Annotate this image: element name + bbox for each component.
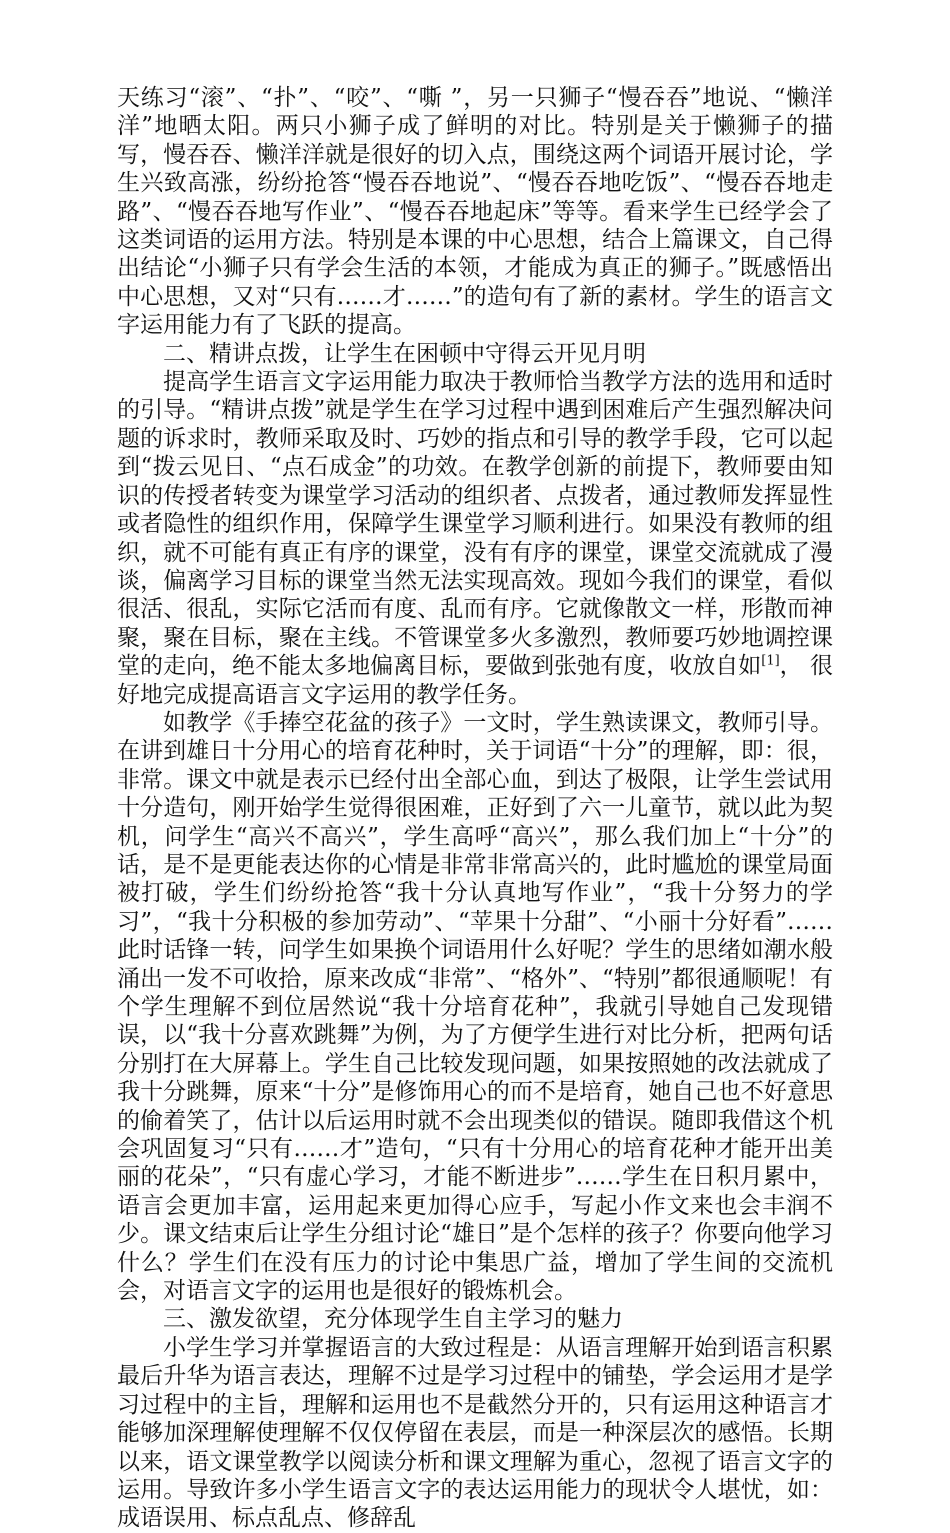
paragraph-text-tail: ， 很好地完成提高语言文字运用的教学任务。 (117, 653, 834, 708)
heading-text: 三、激发欲望，充分体现学生自主学习的魅力 (163, 1306, 623, 1333)
paragraph-lion-comparison (117, 84, 833, 340)
paragraph-text: 如教学《手捧空花盆的孩子》一文时，学生熟读课文，教师引导。在讲到雄日十分用心的培育花种时，关于词语“十分”的理解，即：很，非常。课文中就是表示已经付出全部心血，到达了极限，让学生尝试用十分造句，刚开始学生觉得很困难，正好到了六一儿童节，就以此为契机，问学生“高兴不高兴”，学生高呼“高兴”，那么我们加上“十分”的话，是不是更能表达你的心情是非常非常高兴的，此时尴尬的课堂局面被打破，学生们纷纷抢答“我十分认真地写作业”，“我十分努力的学习”，“我十分积极的参加劳动”、“苹果十分甜”、“小丽十分好看”……此时话锋一转，问学生如果换个词语用什么好呢？学生的思绪如潮水般涌出一发不可收拾，原来改成“非常”、“格外”、“特别”都很通顺呢！有个学生理解不到位居然说“我十分培育花种”，我就引导她自己发现错误，以“我十分喜欢跳舞”为例，为了方便学生进行对比分析，把两句话分别打在大屏幕上。学生自己比较发现问题，如果按照她的改法就成了我十分跳舞，原来“十分”是修饰用心的而不是培育，她自己也不好意思的偷着笑了，估计以后运用时就不会出现类似的错误。随即我借这个机会巩固复习“只有……才”造句，“只有十分用心的培育花种才能开出美丽的花朵”，“只有虚心学习，才能不断进步”……学生在日积月累中，语言会更加丰富，运用起来更加得心应手，写起小作文来也会丰润不少。课文结束后让学生分组讨论“雄日”是个怎样的孩子？你要向他学习什么？学生们在没有压力的讨论中集思广益，增加了学生间的交流机会，对语言文字的运用也是很好的锻炼机会。 (117, 709, 833, 1305)
paragraph-self-learning (117, 1334, 833, 1533)
paragraph-guidance (117, 368, 833, 709)
paragraph-text: 提高学生语言文字运用能力取决于教师恰当教学方法的选用和适时的引导。“精讲点拨”就是学生在学习过程中遇到困难后产生强烈解决问题的诉求时，教师采取及时、巧妙的指点和引导的教学手段，它可以起到“拨云见日、“点石成金”的功效。在教学创新的前提下，教师要由知识的传授者转变为课堂学习活动的组织者、点拨者，通过教师发挥显性或者隐性的组织作用，保障学生课堂学习顺利进行。如果没有教师的组织，就不可能有真正有序的课堂，没有有序的课堂，课堂交流就成了漫谈，偏离学习目标的课堂当然无法实现高效。现如今我们的课堂，看似很活、很乱，实际它活而有度、乱而有序。它就像散文一样，形散而神聚，聚在目标，聚在主线。不管课堂多火多激烈，教师要巧妙地调控课堂的走向，绝不能太多地偏离目标，要做到张弛有度，收放自如 (117, 369, 833, 680)
paragraph-text: 天练习“滚”、“扑”、“咬”、“嘶 ”，另一只狮子“慢吞吞”地说、“懒洋洋”地晒太阳。两只小狮子成了鲜明的对比。特别是关于懒狮子的描写，慢吞吞、懒洋洋就是很好的切入点，围绕这两个词语开展讨论，学生兴致高涨，纷纷抢答“慢吞吞地说”、“慢吞吞地吃饭”、“慢吞吞地走路”、“慢吞吞地写作业”、“慢吞吞地起床”等等。看来学生已经学会了这类词语的运用方法。特别是本课的中心思想，结合上篇课文，自己得出结论“小狮子只有学会生活的本领，才能成为真正的狮子。”既感悟出中心思想，又对“只有……才……”的造句有了新的素材。学生的语言文字运用能力有了飞跃的提高。 (117, 85, 833, 339)
section-heading-2 (117, 340, 833, 368)
heading-text: 二、精讲点拨，让学生在困顿中守得云开见月明 (163, 340, 646, 367)
section-heading-3 (117, 1305, 833, 1333)
citation-marker: [1] (761, 653, 780, 669)
paragraph-text: 小学生学习并掌握语言的大致过程是：从语言理解开始到语言积累最后升华为语言表达，理解不过是学习过程中的铺垫，学会运用才是学习过程中的主旨，理解和运用也不是截然分开的，只有运用这种语言才能够加深理解使理解不仅仅停留在表层，而是一种深层次的感悟。长期以来，语文课堂教学以阅读分析和课文理解为重心，忽视了语言文字的运用。导致许多小学生语言文字的表达运用能力的现状令人堪忧，如：成语误用、标点乱点、修辞乱 (117, 1334, 833, 1532)
paragraph-example-lesson (117, 709, 833, 1306)
document-page (117, 84, 833, 1533)
